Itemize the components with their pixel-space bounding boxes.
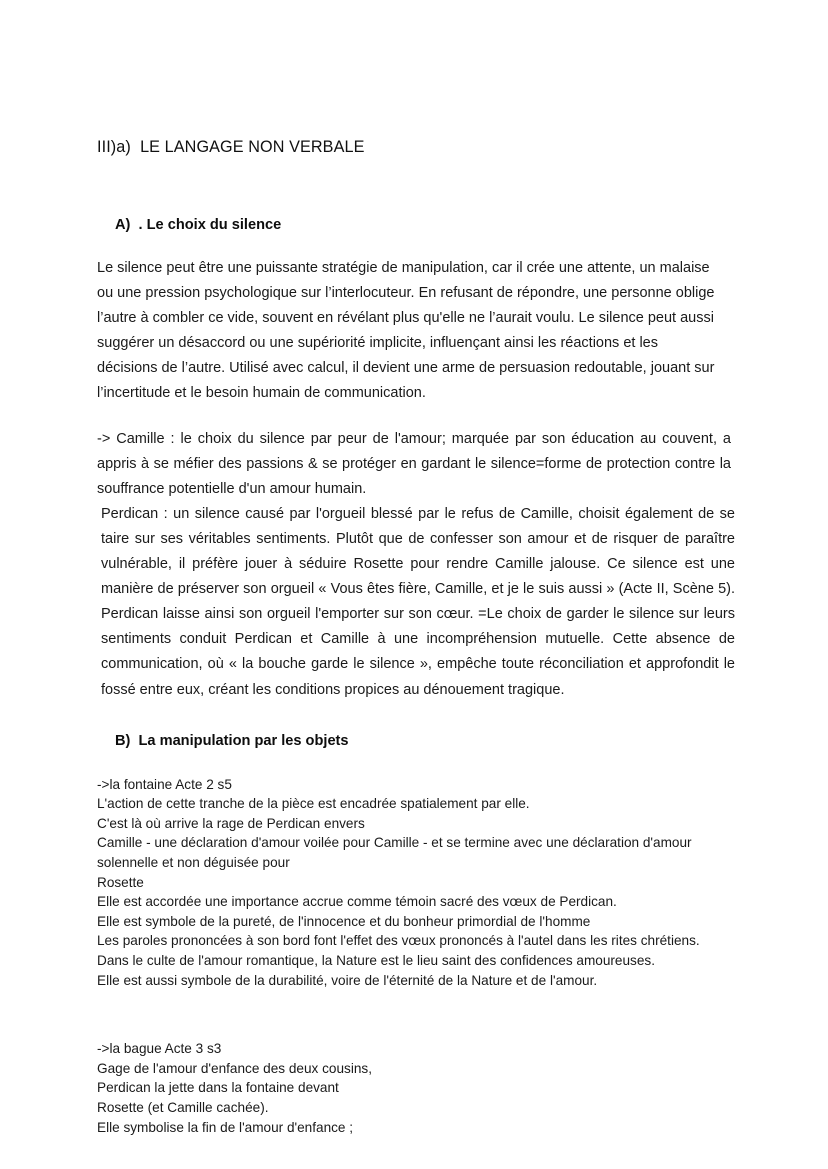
note-line: C'est là où arrive la rage de Perdican envers [97, 815, 365, 831]
note-line: Elle est accordée une importance accrue comme témoin sacré des vœux de Perdican. [97, 894, 617, 910]
note-line: Rosette [97, 874, 144, 890]
note-line: Camille - une déclaration d'amour voilée pour Camille - et se termine avec une déclaration d'amour solennelle et non déguisée pour [97, 835, 692, 870]
section-heading-a: A) . Le choix du silence [115, 217, 282, 233]
note-line: Gage de l'amour d'enfance des deux cousins, [97, 1060, 372, 1076]
note-line: Elle est symbole de la pureté, de l'innocence et du bonheur primordial de l'homme [97, 913, 591, 929]
section-heading-b: B) La manipulation par les objets [115, 732, 349, 749]
note-line: Les paroles prononcées à son bord font l'effet des vœux prononcés à l'autel dans les rites chrétiens. Dans le culte de l'amour romantique, la Nature est le lieu saint des confidences amoureuses. [97, 933, 700, 968]
paragraph-perdican: Perdican : un silence causé par l'orgueil blessé par le refus de Camille, choisit également de se taire sur ses véritables sentiments. Plutôt que de confesser son amour et de risquer de paraître vulnérable, il préfère jouer à séduire Rosette pour rendre Camille jalouse. Ce silence est une manière de préserver son orgueil « Vous êtes fière, Camille, et je le suis aussi » (Acte II, Scène 5). Perdican laisse ainsi son orgueil l'emporter sur son cœur. =Le choix de garder le silence sur leurs sentiments conduit Perdican et Camille à une incompréhension mutuelle. Cette absence de communication, où « la bouche garde le silence », empêche toute réconciliation et approfondit le fossé entre eux, créant les conditions propices au dénouement tragique. [101, 505, 735, 698]
note-line: Rosette (et Camille cachée). [97, 1099, 269, 1115]
note-line: ->la fontaine Acte 2 s5 [97, 776, 232, 792]
notes-fountain [97, 752, 731, 991]
page-title: III)a) LE LANGAGE NON VERBALE [97, 138, 365, 156]
note-line: Elle est aussi symbole de la durabilité, voire de l'éternité de la Nature et de l'amour. [97, 972, 598, 988]
paragraph-camille: -> Camille : le choix du silence par peur de l'amour; marquée par son éducation au couvent, a appris à se méfier des passions & se protéger en gardant le silence=forme de protection contre la souffrance potentielle d'un amour humain. [97, 430, 731, 497]
paragraph-silence-intro: Le silence peut être une puissante stratégie de manipulation, car il crée une attente, un malaise ou une pression psychologique sur l’interlocuteur. En refusant de répondre, une personne oblige l’autre à combler ce vide, souvent en révélant plus qu'elle ne l’aurait voulu. Le silence peut aussi suggérer un désaccord ou une supériorité implicite, influençant ainsi les réactions et les décisions de l’autre. Utilisé avec calcul, il devient une arme de persuasion redoutable, jouant sur l’incertitude et le besoin humain de communication. [97, 260, 715, 402]
document-content [97, 0, 735, 1137]
notes-ring [97, 990, 731, 1137]
note-line: L'action de cette tranche de la pièce est encadrée spatialement par elle. [97, 796, 530, 812]
note-line: Perdican la jette dans la fontaine devant [97, 1080, 339, 1096]
note-line: ->la bague Acte 3 s3 [97, 1041, 222, 1057]
note-line: Elle symbolise la fin de l'amour d'enfance ; [97, 1119, 354, 1135]
